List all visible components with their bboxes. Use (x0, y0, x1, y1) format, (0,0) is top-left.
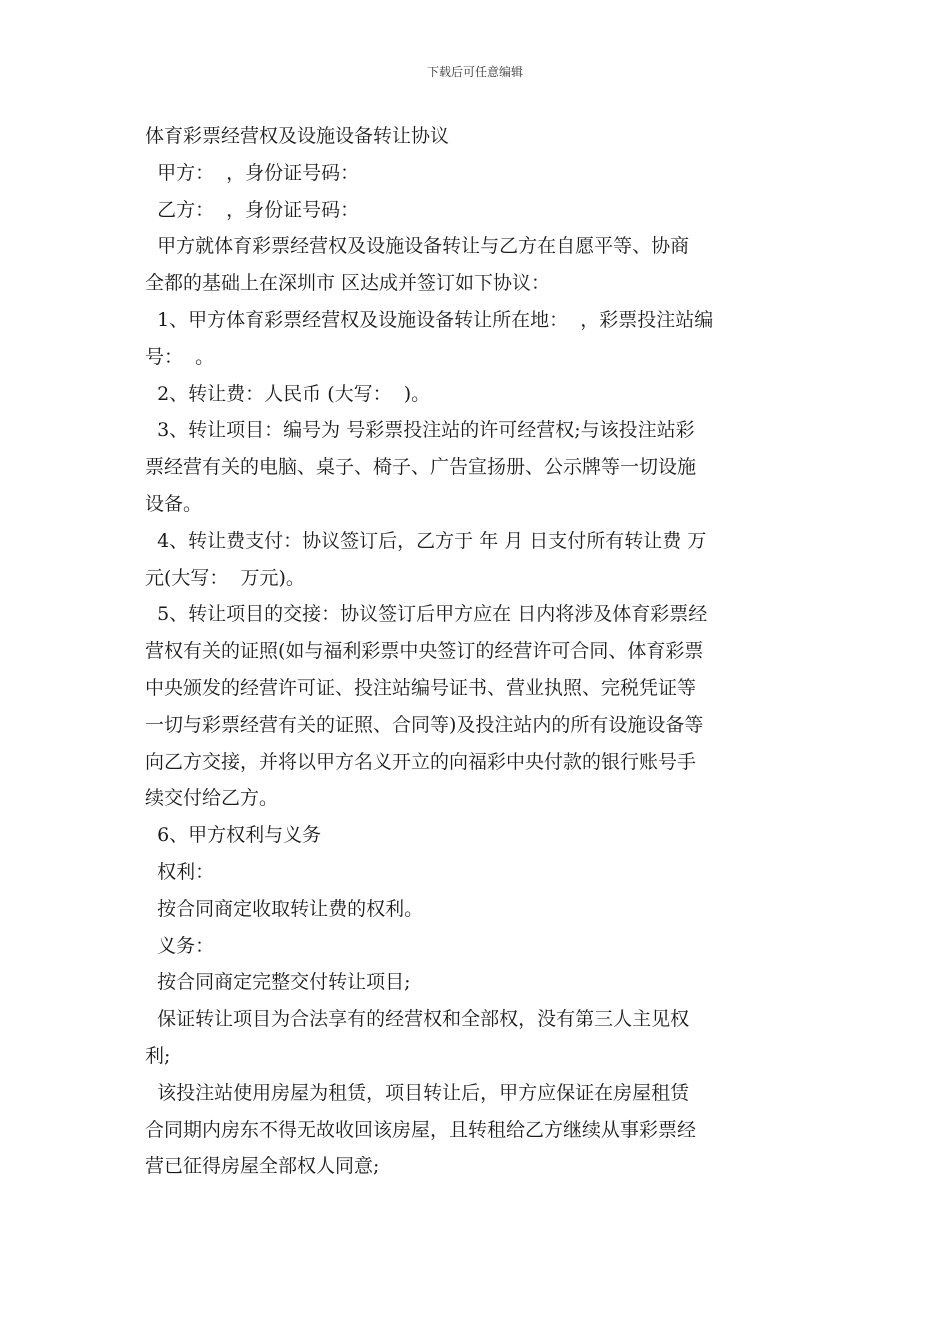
clause-1-line: 1、甲方体育彩票经营权及设施设备转让所在地： ，彩票投注站编 (145, 308, 714, 331)
clause-3-line: 票经营有关的电脑、桌子、椅子、广告宣扬册、公示牌等一切设施 (145, 456, 697, 479)
obligations-item: 利; (145, 1044, 171, 1067)
obligations-label: 义务： (145, 934, 215, 957)
obligations-item: 按合同商定完整交付转让项目; (145, 971, 411, 994)
clause-5-line: 一切与彩票经营有关的证照、合同等)及投注站内的所有设施设备等 (145, 713, 704, 736)
rights-label: 权利： (145, 860, 215, 883)
clause-4-line: 元(大写： 万元)。 (145, 566, 305, 589)
clause-5-line: 向乙方交接，并将以甲方名义开立的向福彩中央付款的银行账号手 (145, 750, 697, 773)
clause-3-line: 设备。 (145, 492, 203, 515)
document-title: 体育彩票经营权及设施设备转让协议 (145, 125, 450, 147)
clause-1-line: 号： 。 (145, 345, 215, 368)
clause-5-line: 营权有关的证照(如与福利彩票中央签订的经营许可合同、体育彩票 (145, 640, 704, 663)
rights-item: 按合同商定收取转让费的权利。 (145, 897, 424, 920)
obligations-item: 保证转让项目为合法享有的经营权和全部权，没有第三人主见权 (145, 1008, 690, 1031)
party-b-line: 乙方： ，身份证号码： (145, 198, 360, 221)
clause-3-line: 3、转让项目：编号为 号彩票投注站的许可经营权;与该投注站彩 (145, 419, 695, 442)
paragraph-line: 全都的基础上在深圳市 区达成并签订如下协议： (145, 272, 551, 295)
obligations-item: 营已征得房屋全部权人同意; (145, 1155, 380, 1178)
obligations-item: 合同期内房东不得无故收回该房屋，且转租给乙方继续从事彩票经 (145, 1118, 697, 1141)
document-body (145, 118, 810, 1185)
paragraph-line: 甲方就体育彩票经营权及设施设备转让与乙方在自愿平等、协商 (145, 235, 690, 258)
clause-2-line: 2、转让费：人民币 (大写： )。 (145, 382, 431, 405)
obligations-item: 该投注站使用房屋为租赁，项目转让后，甲方应保证在房屋租赁 (145, 1081, 690, 1104)
clause-4-line: 4、转让费支付：协议签订后，乙方于 年 月 日支付所有转让费 万 (145, 529, 707, 552)
clause-6-heading: 6、甲方权利与义务 (145, 824, 322, 847)
party-a-line: 甲方： ，身份证号码： (145, 161, 360, 184)
page-header-note: 下载后可任意编辑 (426, 65, 523, 79)
clause-5-line: 中央颁发的经营许可证、投注站编号证书、营业执照、完税凭证等 (145, 676, 697, 699)
clause-5-line: 续交付给乙方。 (145, 787, 279, 810)
clause-5-line: 5、转让项目的交接：协议签订后甲方应在 日内将涉及体育彩票经 (145, 603, 708, 626)
